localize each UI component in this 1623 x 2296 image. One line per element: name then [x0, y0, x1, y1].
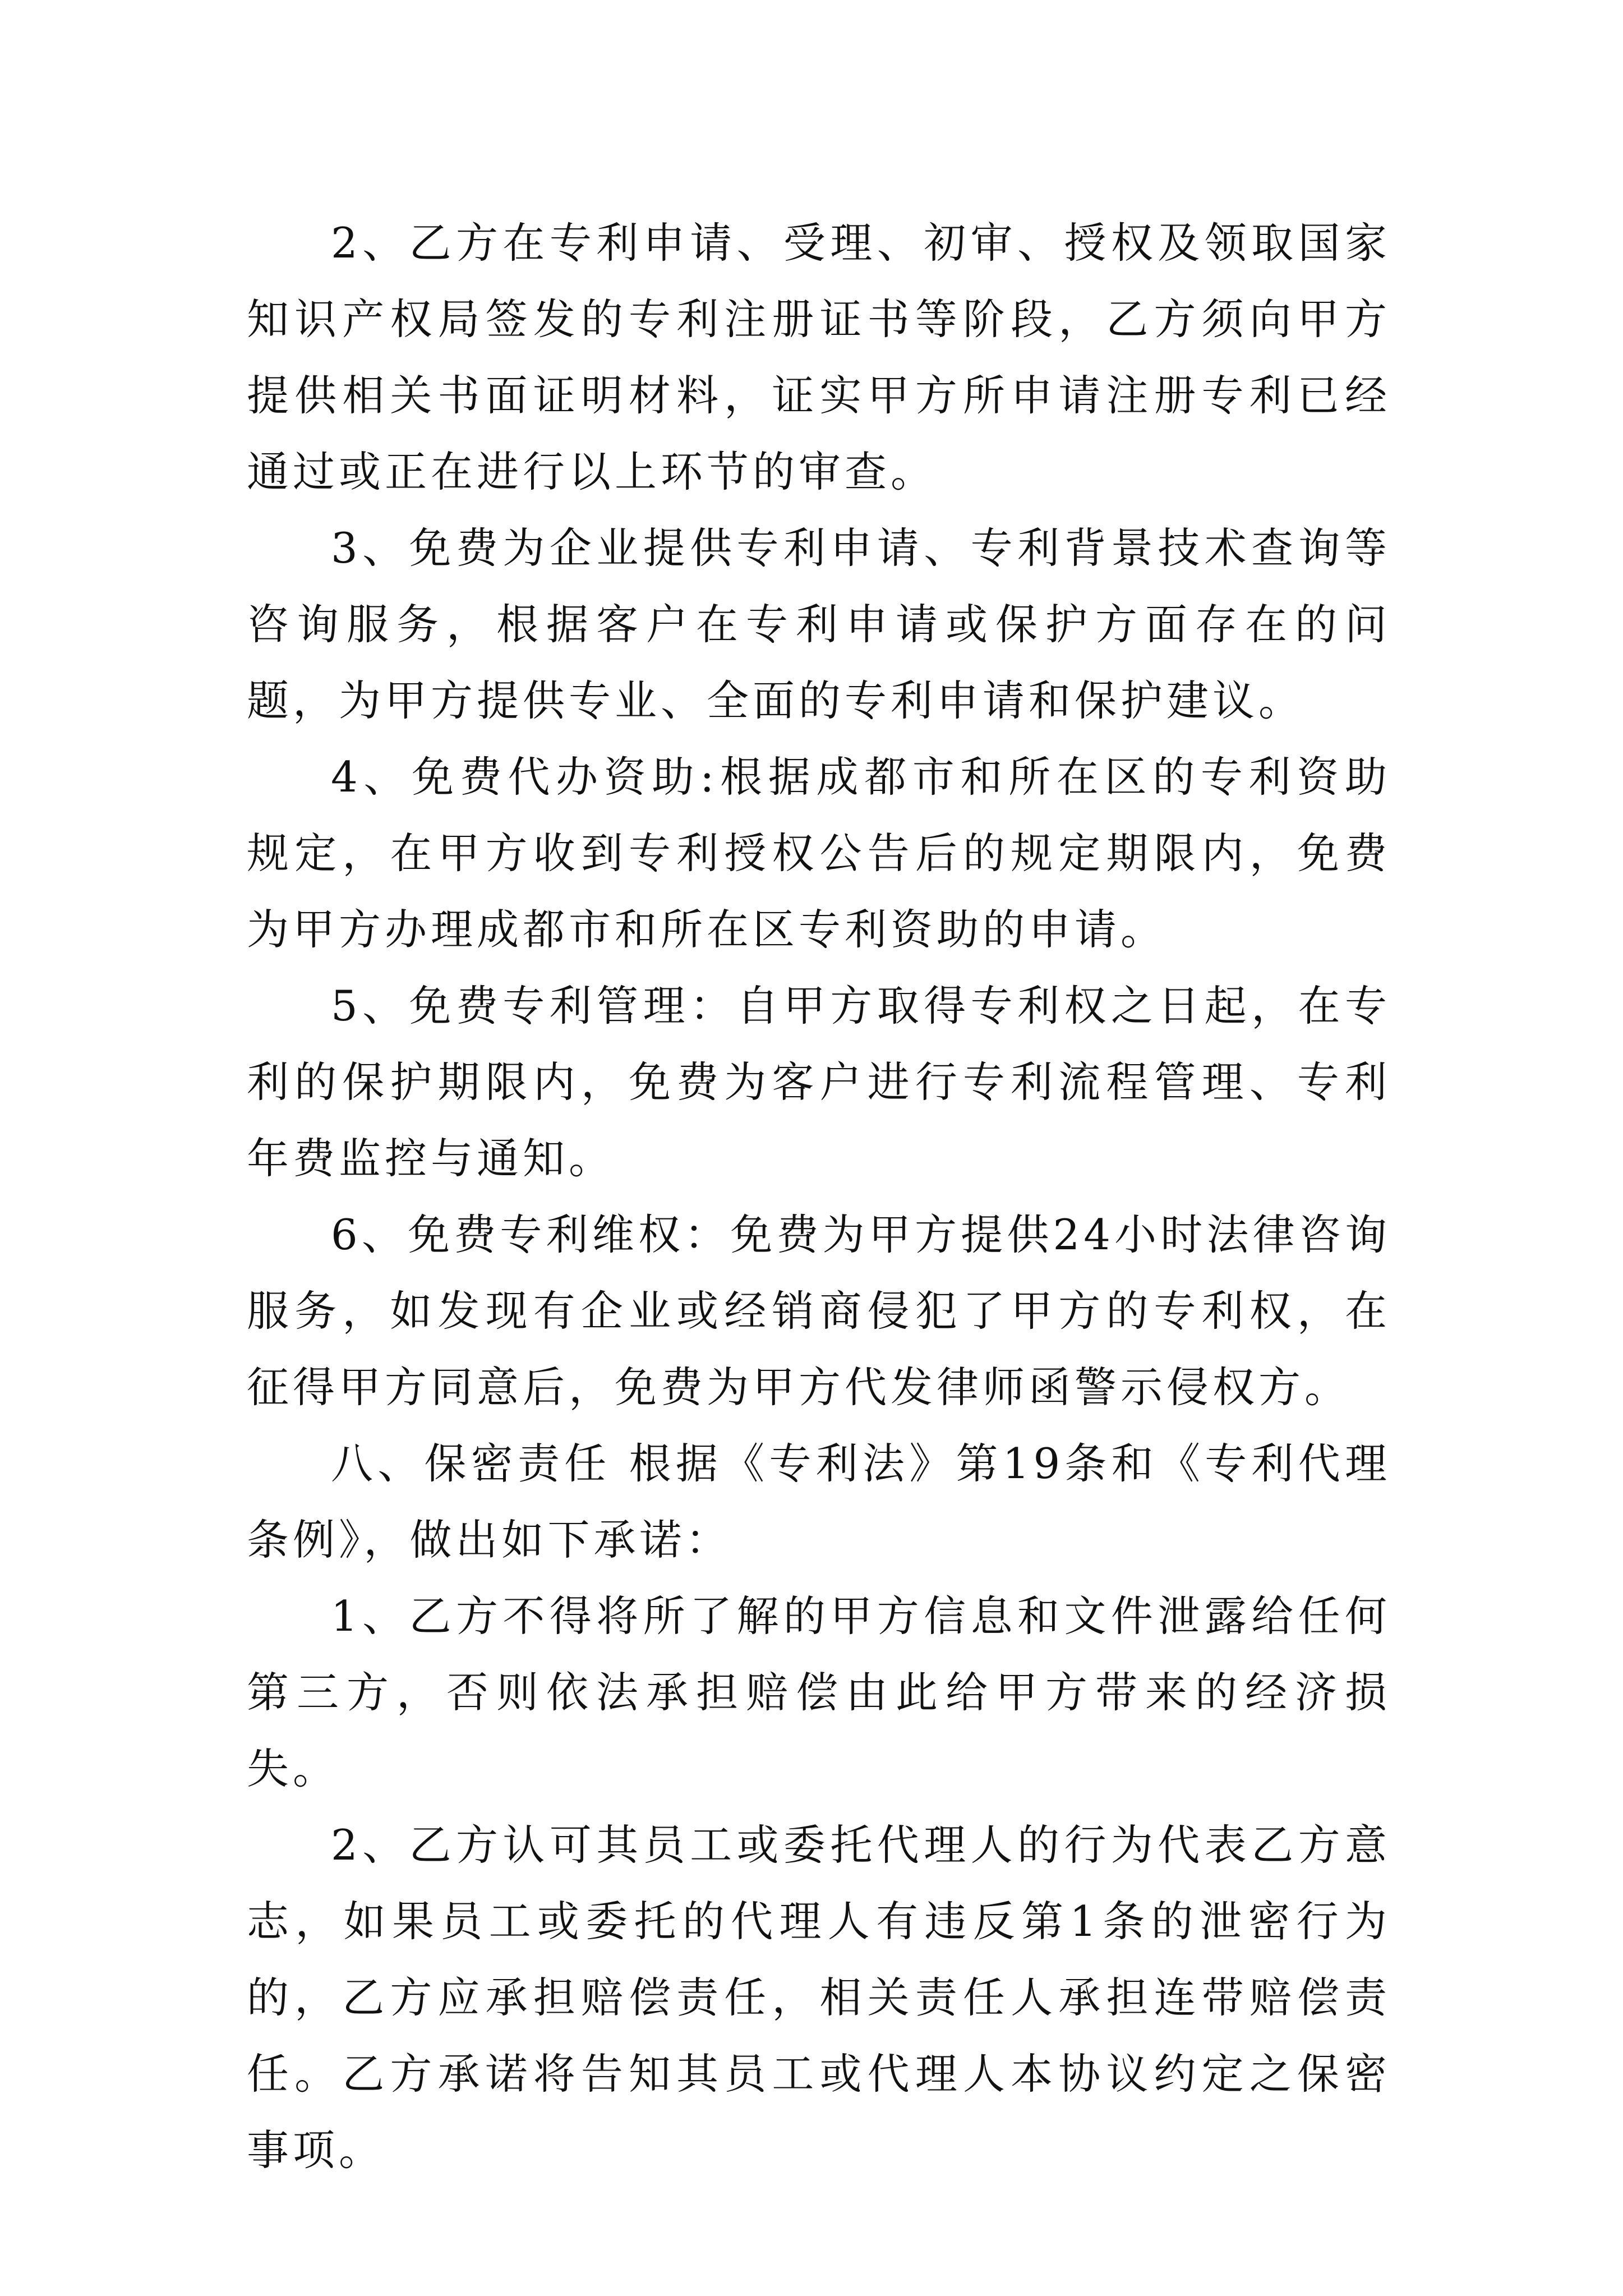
document-body [247, 205, 1391, 2188]
paragraph-clause-6-rights: 6、免费专利维权：免费为甲方提供24小时法律咨询服务，如发现有企业或经销商侵犯了甲方的专利权，在征得甲方同意后，免费为甲方代发律师函警示侵权方。 [247, 1210, 1391, 1412]
paragraph-clause-5-management: 5、免费专利管理：自甲方取得专利权之日起，在专利的保护期限内，免费为客户进行专利流程管理、专利年费监控与通知。 [247, 981, 1391, 1183]
paragraph-clause-3-consulting: 3、免费为企业提供专利申请、专利背景技术查询等咨询服务，根据客户在专利申请或保护方面存在的问题，为甲方提供专业、全面的专利申请和保护建议。 [247, 523, 1391, 725]
section-heading-confidentiality: 八、保密责任 根据《专利法》第19条和《专利代理条例》，做出如下承诺： [247, 1439, 1391, 1565]
paragraph-confidentiality-2: 2、乙方认可其员工或委托代理人的行为代表乙方意志，如果员工或委托的代理人有违反第1条的泄密行为的，乙方应承担赔偿责任，相关责任人承担连带赔偿责任。乙方承诺将告知其员工或代理人本协议约定之保密事项。 [247, 1820, 1391, 2175]
paragraph-clause-4-subsidy: 4、免费代办资助:根据成都市和所在区的专利资助规定，在甲方收到专利授权公告后的规定期限内，免费为甲方办理成都市和所在区专利资助的申请。 [247, 752, 1391, 954]
paragraph-clause-2-certificates: 2、乙方在专利申请、受理、初审、授权及领取国家知识产权局签发的专利注册证书等阶段，乙方须向甲方提供相关书面证明材料，证实甲方所申请注册专利已经通过或正在进行以上环节的审查。 [247, 218, 1391, 496]
paragraph-confidentiality-1: 1、乙方不得将所了解的甲方信息和文件泄露给任何第三方，否则依法承担赔偿由此给甲方带来的经济损失。 [247, 1591, 1391, 1793]
